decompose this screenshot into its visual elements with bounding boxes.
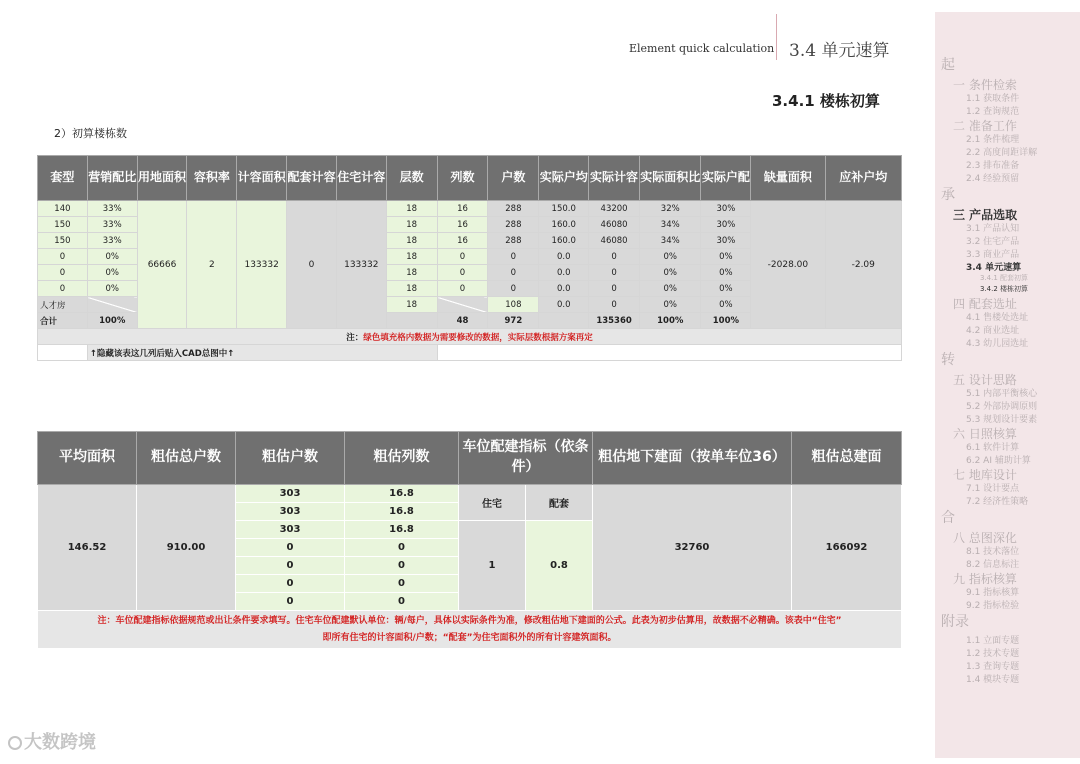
building-calculation-table (37, 155, 902, 361)
sidebar-item[interactable]: 五 设计思路 (953, 373, 1017, 387)
sidebar-item[interactable]: 九 指标核算 (953, 572, 1017, 586)
cell-sales-ratio[interactable]: 0% (87, 249, 137, 265)
th-total-households: 粗估总户数 (137, 432, 236, 485)
cell-actual-gfa: 0 (589, 297, 640, 313)
th-total-area: 粗估总建面 (792, 432, 902, 485)
sidebar-item[interactable]: 3.3 商业产品 (966, 250, 1020, 260)
cell-diagonal (87, 297, 137, 313)
table2-note-row (38, 611, 902, 649)
hint-blank (437, 345, 901, 361)
th-shortage-area: 缺量面积 (751, 156, 825, 201)
sidebar-item[interactable]: 7.1 设计要点 (966, 484, 1020, 494)
table-row (38, 485, 902, 503)
th-actual-avg: 实际户均 (539, 156, 589, 201)
header-english-title: Element quick calculation (629, 42, 775, 55)
cell-floors[interactable]: 18 (386, 217, 437, 233)
cell-residential-gfa: 133332 (336, 201, 386, 329)
sidebar-part-label: 承 (941, 187, 955, 203)
cell-parking-label-res: 住宅 (459, 485, 526, 521)
cell-unit-type[interactable]: 150 (38, 233, 88, 249)
th-supplement-avg: 应补户均 (825, 156, 902, 201)
cell-total-ratio: 100% (87, 313, 137, 329)
table2-note-line2: 即所有住宅的计容面积/户数；“配套”为住宅面积外的所有计容建筑面积。 (322, 632, 617, 643)
cell-hh-ratio: 0% (701, 297, 751, 313)
th-residential-gfa: 住宅计容 (336, 156, 386, 201)
cell-actual-avg: 150.0 (539, 201, 589, 217)
th-est-households: 粗估户数 (236, 432, 345, 485)
table2-header-row (38, 432, 902, 485)
cell-unit-type[interactable]: 150 (38, 217, 88, 233)
cell-floors[interactable]: 18 (386, 297, 437, 313)
sidebar-item[interactable]: 4.2 商业选址 (966, 326, 1020, 336)
cell-total-area-ratio: 100% (640, 313, 701, 329)
cell-area-ratio: 34% (640, 233, 701, 249)
cell-hh-ratio: 30% (701, 201, 751, 217)
cell-total-area: 166092 (792, 485, 902, 611)
cell-columns[interactable]: 16 (437, 233, 488, 249)
table1-note (38, 329, 902, 345)
th-parking-index: 车位配建指标（依条件） (459, 432, 593, 485)
watermark-logo (8, 728, 96, 754)
sidebar-part-label: 起 (941, 57, 955, 73)
cell-avg-area: 146.52 (38, 485, 137, 611)
sidebar-item[interactable]: 3.1 产品认知 (966, 224, 1020, 234)
cell-total-households: 972 (488, 313, 539, 329)
cell-hh-ratio: 0% (701, 249, 751, 265)
th-gfa: 计容面积 (237, 156, 287, 201)
sidebar-item[interactable]: 2.4 经验预留 (966, 174, 1020, 184)
sidebar-nav (935, 12, 1080, 758)
cell-diagonal (437, 297, 488, 313)
cell-sales-ratio[interactable]: 33% (87, 217, 137, 233)
cell-floors[interactable]: 18 (386, 201, 437, 217)
sidebar-item[interactable]: 三 产品选取 (953, 208, 1018, 222)
th-underground-area: 粗估地下建面（按单车位36） (593, 432, 792, 485)
cell-area-ratio: 0% (640, 249, 701, 265)
cell-columns[interactable]: 0 (437, 265, 488, 281)
cell-actual-gfa: 43200 (589, 201, 640, 217)
cell-est-households: 303 (236, 503, 345, 521)
cell-actual-avg: 0.0 (539, 249, 589, 265)
cell-actual-avg: 0.0 (539, 297, 589, 313)
th-land-area: 用地面积 (137, 156, 187, 201)
cell-actual-avg: 0.0 (539, 281, 589, 297)
cell-parking-label-sup: 配套 (526, 485, 593, 521)
sidebar-item[interactable]: 四 配套选址 (953, 297, 1017, 311)
sidebar-item[interactable]: 3.4.1 配套初算 (980, 274, 1029, 282)
cell-total-households: 910.00 (137, 485, 236, 611)
sidebar-item[interactable]: 1.3 查询专题 (966, 662, 1020, 672)
cell-unit-type[interactable]: 140 (38, 201, 88, 217)
header-divider (776, 14, 777, 60)
watermark-logo-text: 大数跨境 (24, 732, 96, 753)
sidebar-item[interactable]: 2.2 高度间距详解 (966, 148, 1038, 158)
cell-parking-value-sup[interactable]: 0.8 (526, 521, 593, 611)
cell-total-hh-ratio: 100% (701, 313, 751, 329)
cell-floors[interactable]: 18 (386, 281, 437, 297)
cell-floors[interactable]: 18 (386, 249, 437, 265)
hint-blank (38, 345, 88, 361)
cell-est-households: 303 (236, 485, 345, 503)
cell-shortage-area: -2028.00 (751, 201, 825, 329)
header-chinese-title: 3.4 单元速算 (789, 41, 890, 61)
sidebar-item[interactable]: 2.3 排布准备 (966, 161, 1020, 171)
cell-actual-avg: 160.0 (539, 217, 589, 233)
th-actual-hh-ratio: 实际户配 (701, 156, 751, 201)
cell-hh-ratio: 0% (701, 281, 751, 297)
cell-supplement-avg: -2.09 (825, 201, 902, 329)
cell-households: 288 (488, 233, 539, 249)
cell-columns[interactable]: 0 (437, 249, 488, 265)
sidebar-item[interactable]: 1.2 技术专题 (966, 649, 1020, 659)
cell-total-gfa: 135360 (589, 313, 640, 329)
table2-note-line1: 注：车位配建指标依据规范或出让条件要求填写。住宅车位配建默认单位：辆/每户，具体以实际条件为准，修改粗估地下建面的公式。此表为初步估算用，故数据不必精确。该表中“住宅” (97, 616, 842, 627)
cell-unit-type[interactable]: 0 (38, 281, 88, 297)
sidebar-item[interactable]: 6.2 AI 辅助计算 (966, 456, 1031, 466)
sidebar-item[interactable]: 5.2 外部协调原则 (966, 402, 1038, 412)
cell-area-ratio: 0% (640, 281, 701, 297)
th-unit-type: 套型 (38, 156, 88, 201)
cell-est-households: 0 (236, 539, 345, 557)
cell-est-columns: 0 (345, 539, 459, 557)
cell-households: 288 (488, 217, 539, 233)
cell-area-ratio: 32% (640, 201, 701, 217)
sidebar-item[interactable]: 8.2 信息标注 (966, 560, 1020, 570)
sidebar-item[interactable]: 八 总图深化 (953, 531, 1017, 545)
sidebar-item[interactable]: 4.3 幼儿园选址 (966, 339, 1029, 349)
estimation-table (37, 431, 902, 649)
sidebar-item[interactable]: 5.1 内部平衡核心 (966, 389, 1038, 399)
cell-empty (539, 313, 589, 329)
cell-columns[interactable]: 16 (437, 201, 488, 217)
sidebar-item[interactable]: 1.4 模块专题 (966, 675, 1020, 685)
cell-far[interactable]: 2 (187, 201, 237, 329)
th-actual-gfa: 实际计容 (589, 156, 640, 201)
cell-hh-ratio: 0% (701, 265, 751, 281)
sidebar-part-label: 合 (941, 510, 955, 526)
cell-area-ratio: 0% (640, 297, 701, 313)
cell-hh-ratio: 30% (701, 217, 751, 233)
cell-land-area[interactable]: 66666 (137, 201, 187, 329)
cell-est-columns: 16.8 (345, 503, 459, 521)
cell-sales-ratio[interactable]: 0% (87, 265, 137, 281)
sidebar-item[interactable]: 5.3 规划设计要素 (966, 415, 1038, 425)
table1-header-row (38, 156, 902, 201)
sidebar-item[interactable]: 1.1 获取条件 (966, 94, 1020, 104)
cell-households: 0 (488, 281, 539, 297)
cell-households: 0 (488, 249, 539, 265)
cell-talent-label: 人才房 (38, 297, 88, 313)
cell-actual-gfa: 0 (589, 265, 640, 281)
cell-sales-ratio[interactable]: 33% (87, 233, 137, 249)
sidebar-part-label: 附录 (941, 614, 969, 630)
cell-est-households: 0 (236, 557, 345, 575)
sidebar-item[interactable]: 6.1 软件计算 (966, 443, 1020, 453)
cell-total-label: 合计 (38, 313, 88, 329)
sidebar-item[interactable]: 9.2 指标检验 (966, 601, 1020, 611)
sidebar-item[interactable]: 七 地库设计 (953, 468, 1017, 482)
cell-est-households: 0 (236, 593, 345, 611)
sidebar-item[interactable]: 六 日照核算 (953, 427, 1017, 441)
th-far: 容积率 (187, 156, 237, 201)
cell-est-columns: 16.8 (345, 485, 459, 503)
cell-actual-gfa: 46080 (589, 233, 640, 249)
cell-est-households: 0 (236, 575, 345, 593)
th-households: 户数 (488, 156, 539, 201)
hint-text: ↑隐藏该表这几列后贴入CAD总图中↑ (87, 345, 437, 361)
th-est-columns: 粗估列数 (345, 432, 459, 485)
cell-est-columns: 0 (345, 575, 459, 593)
cell-floors[interactable]: 18 (386, 233, 437, 249)
sidebar-item[interactable]: 3.4 单元速算 (966, 263, 1022, 273)
sidebar-item[interactable]: 7.2 经济性策略 (966, 497, 1029, 507)
note-text: 绿色填充格内数据为需要修改的数据，实际层数根据方案再定 (363, 332, 593, 343)
cell-hh-ratio: 30% (701, 233, 751, 249)
table-row (38, 201, 902, 217)
cell-est-households: 303 (236, 521, 345, 539)
th-columns: 列数 (437, 156, 488, 201)
sidebar-item[interactable]: 1.2 查询规范 (966, 107, 1020, 117)
sidebar-item[interactable]: 1.1 立面专题 (966, 636, 1020, 646)
cell-gfa: 133332 (237, 201, 287, 329)
th-sales-ratio: 营销配比 (87, 156, 137, 201)
cell-floors[interactable]: 18 (386, 265, 437, 281)
table1-note-row (38, 329, 902, 345)
cell-est-columns: 0 (345, 593, 459, 611)
cell-unit-type[interactable]: 0 (38, 249, 88, 265)
sidebar-item[interactable]: 一 条件检索 (953, 78, 1017, 92)
section-label: 2）初算楼栋数 (54, 127, 127, 140)
cell-households: 0 (488, 265, 539, 281)
cell-actual-gfa: 0 (589, 281, 640, 297)
cell-unit-type[interactable]: 0 (38, 265, 88, 281)
cell-area-ratio: 34% (640, 217, 701, 233)
chat-bubble-icon (8, 736, 22, 750)
cell-est-columns: 0 (345, 557, 459, 575)
note-label: 注： (346, 332, 364, 343)
sidebar-item[interactable]: 二 准备工作 (953, 119, 1017, 133)
sidebar-item[interactable]: 2.1 条件梳理 (966, 135, 1020, 145)
th-actual-area-ratio: 实际面积比 (640, 156, 701, 201)
sidebar-item[interactable]: 3.2 住宅产品 (966, 237, 1020, 247)
sidebar-item[interactable]: 3.4.2 楼栋初算 (980, 285, 1029, 293)
th-support-gfa: 配套计容 (287, 156, 337, 201)
cell-actual-gfa: 46080 (589, 217, 640, 233)
cell-households: 288 (488, 201, 539, 217)
cell-parking-value-res[interactable]: 1 (459, 521, 526, 611)
section-subtitle: 3.4.1 楼栋初算 (772, 92, 880, 110)
cell-columns[interactable]: 16 (437, 217, 488, 233)
cell-sales-ratio[interactable]: 33% (87, 201, 137, 217)
cell-underground-area: 32760 (593, 485, 792, 611)
cell-est-columns: 16.8 (345, 521, 459, 539)
table2-note (38, 611, 902, 649)
cell-actual-gfa: 0 (589, 249, 640, 265)
sidebar-part-label: 转 (941, 352, 955, 368)
cell-actual-avg: 0.0 (539, 265, 589, 281)
cell-total-columns: 48 (437, 313, 488, 329)
table1-hint-row (38, 345, 902, 361)
cell-area-ratio: 0% (640, 265, 701, 281)
cell-empty (386, 313, 437, 329)
cell-support-gfa[interactable]: 0 (287, 201, 337, 329)
cell-households[interactable]: 108 (488, 297, 539, 313)
cell-columns[interactable]: 0 (437, 281, 488, 297)
th-avg-area: 平均面积 (38, 432, 137, 485)
cell-actual-avg: 160.0 (539, 233, 589, 249)
cell-sales-ratio[interactable]: 0% (87, 281, 137, 297)
sidebar-item[interactable]: 4.1 售楼处选址 (966, 313, 1029, 323)
th-floors: 层数 (386, 156, 437, 201)
sidebar-item[interactable]: 8.1 技术落位 (966, 547, 1020, 557)
sidebar-item[interactable]: 9.1 指标核算 (966, 588, 1020, 598)
